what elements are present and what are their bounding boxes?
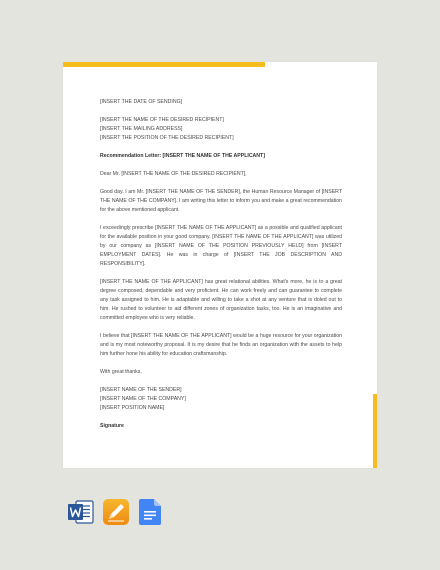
salutation: Dear Mr. [INSERT THE NAME OF THE DESIRED RECIPIENT], <box>100 171 247 177</box>
paragraph-2: I exceedingly prescribe [INSERT THE NAME OF THE APPLICANT] as a possible and qualified applicant for the available position in your good company. [INSERT THE NAME OF THE APPLICANT] was utilized by our company as [INSERT NAME OF THE POSITION PREVIOUSLY HELD] from [INSERT EMPLOYMENT DATES]. He was in charge of [INSERT THE JOB DESCRIPTION AND RESPONSIBILITY]. <box>100 225 342 267</box>
signature-label: Signature <box>100 423 124 429</box>
closing: With great thanks, <box>100 369 142 375</box>
recipient-position-line: [INSERT THE POSITION OF THE DESIRED RECIPIENT] <box>100 135 234 141</box>
paragraph-3: [INSERT THE NAME OF THE APPLICANT] has great relational abilities. What's more, he is to a great degree composed, dependable and very proficient. He can work freely and can guarantee to complete any task assigned to him. He is adaptable and willing to take a shot at any venture that is doled out to him. He rushed to volunteer to aid different zones of organization tasks, too. He is an imaginative and committed employee who is very reliable. <box>100 279 342 321</box>
paragraph-1: Good day. I am Mr. [INSERT THE NAME OF THE SENDER], the Human Resource Manager of [INSERT THE NAME OF THE COMPANY]. I am writing this letter to inform you and make a great recommendation for the above mentioned applicant. <box>100 189 342 213</box>
ms-word-icon[interactable] <box>68 499 94 530</box>
date-line: [INSERT THE DATE OF SENDING] <box>100 99 183 105</box>
company-name-line: [INSERT NAME OF THE COMPANY] <box>100 396 186 402</box>
mailing-address-line: [INSERT THE MAILING ADDRESS] <box>100 126 183 132</box>
accent-bar-top <box>63 62 265 67</box>
accent-bar-right <box>373 394 377 468</box>
apple-pages-icon[interactable] <box>103 499 129 530</box>
sender-name-line: [INSERT NAME OF THE SENDER] <box>100 387 182 393</box>
recipient-name-line: [INSERT THE NAME OF THE DESIRED RECIPIENT] <box>100 117 224 123</box>
letter-body <box>100 98 342 431</box>
subject-line: Recommendation Letter: [INSERT THE NAME OF THE APPLICANT] <box>100 153 265 159</box>
google-docs-icon[interactable] <box>139 499 163 530</box>
paragraph-4: I believe that [INSERT THE NAME OF THE APPLICANT] would be a huge resource for your organization and is my most noteworthy proposal. It is my desire that he finds an organization with the assets to help him further hone his ability for education craftsmanship. <box>100 333 342 357</box>
sender-position-line: [INSERT POSITION NAME] <box>100 405 165 411</box>
